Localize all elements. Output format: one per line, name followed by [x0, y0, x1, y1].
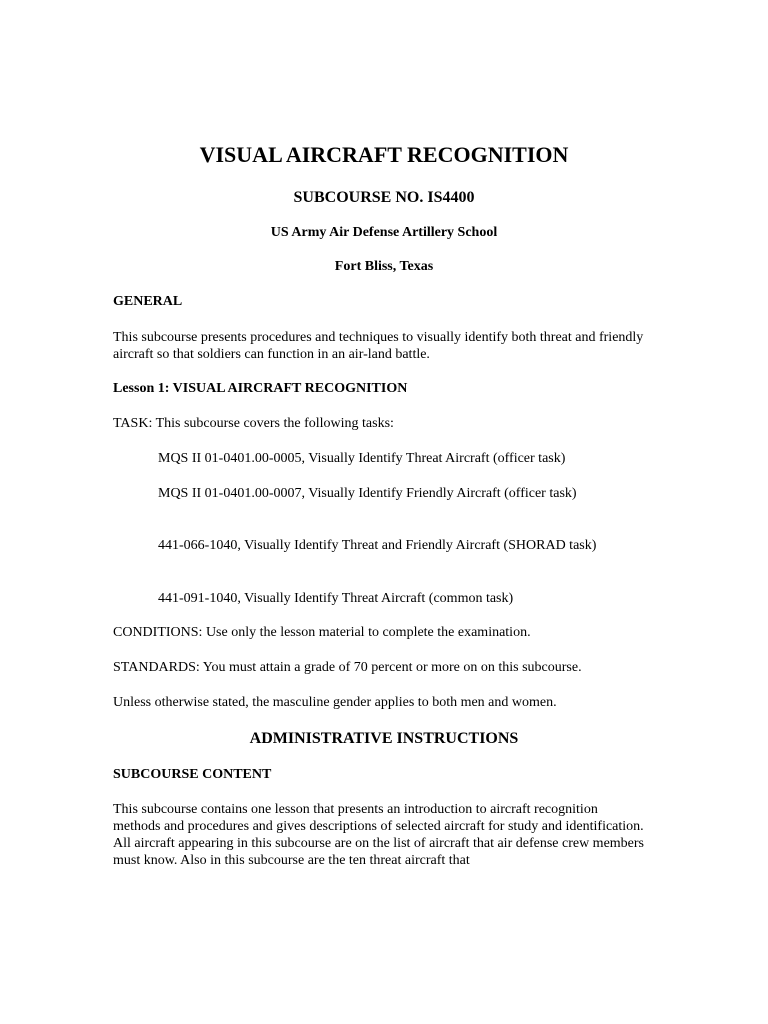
standards-paragraph: STANDARDS: You must attain a grade of 70 percent or more on on this subcourse.: [113, 660, 582, 675]
lesson-heading: Lesson 1: VISUAL AIRCRAFT RECOGNITION: [113, 381, 408, 396]
task-intro: TASK: This subcourse covers the following tasks:: [113, 416, 394, 431]
general-heading: GENERAL: [113, 294, 183, 309]
gender-note: Unless otherwise stated, the masculine gender applies to both men and women.: [113, 695, 557, 710]
general-paragraph: This subcourse presents procedures and techniques to visually identify both threat and friendly aircraft so that soldiers can function in an air-land battle.: [113, 330, 644, 362]
task-item: 441-066-1040, Visually Identify Threat and Friendly Aircraft (SHORAD task): [158, 538, 597, 553]
task-item: MQS II 01-0401.00-0005, Visually Identify Threat Aircraft (officer task): [158, 451, 566, 466]
document-title: VISUAL AIRCRAFT RECOGNITION: [199, 142, 569, 167]
admin-instructions-heading: ADMINISTRATIVE INSTRUCTIONS: [249, 730, 519, 747]
subcourse-number: SUBCOURSE NO. IS4400: [293, 189, 475, 206]
conditions-paragraph: CONDITIONS: Use only the lesson material to complete the examination.: [113, 625, 531, 640]
subcourse-content-paragraph: This subcourse contains one lesson that presents an introduction to aircraft recognition methods and procedures and gives descriptions of selected aircraft for study and identification. All aircraft appearing in this subcourse are on the list of aircraft that air defense crew members must know. Also in this subcourse are the ten threat aircraft that: [113, 802, 645, 868]
school-name: US Army Air Defense Artillery School: [270, 225, 498, 240]
task-item: MQS II 01-0401.00-0007, Visually Identify Friendly Aircraft (officer task): [158, 486, 577, 501]
school-location: Fort Bliss, Texas: [334, 259, 434, 274]
task-item: 441-091-1040, Visually Identify Threat Aircraft (common task): [158, 591, 514, 606]
subcourse-content-heading: SUBCOURSE CONTENT: [113, 767, 272, 782]
